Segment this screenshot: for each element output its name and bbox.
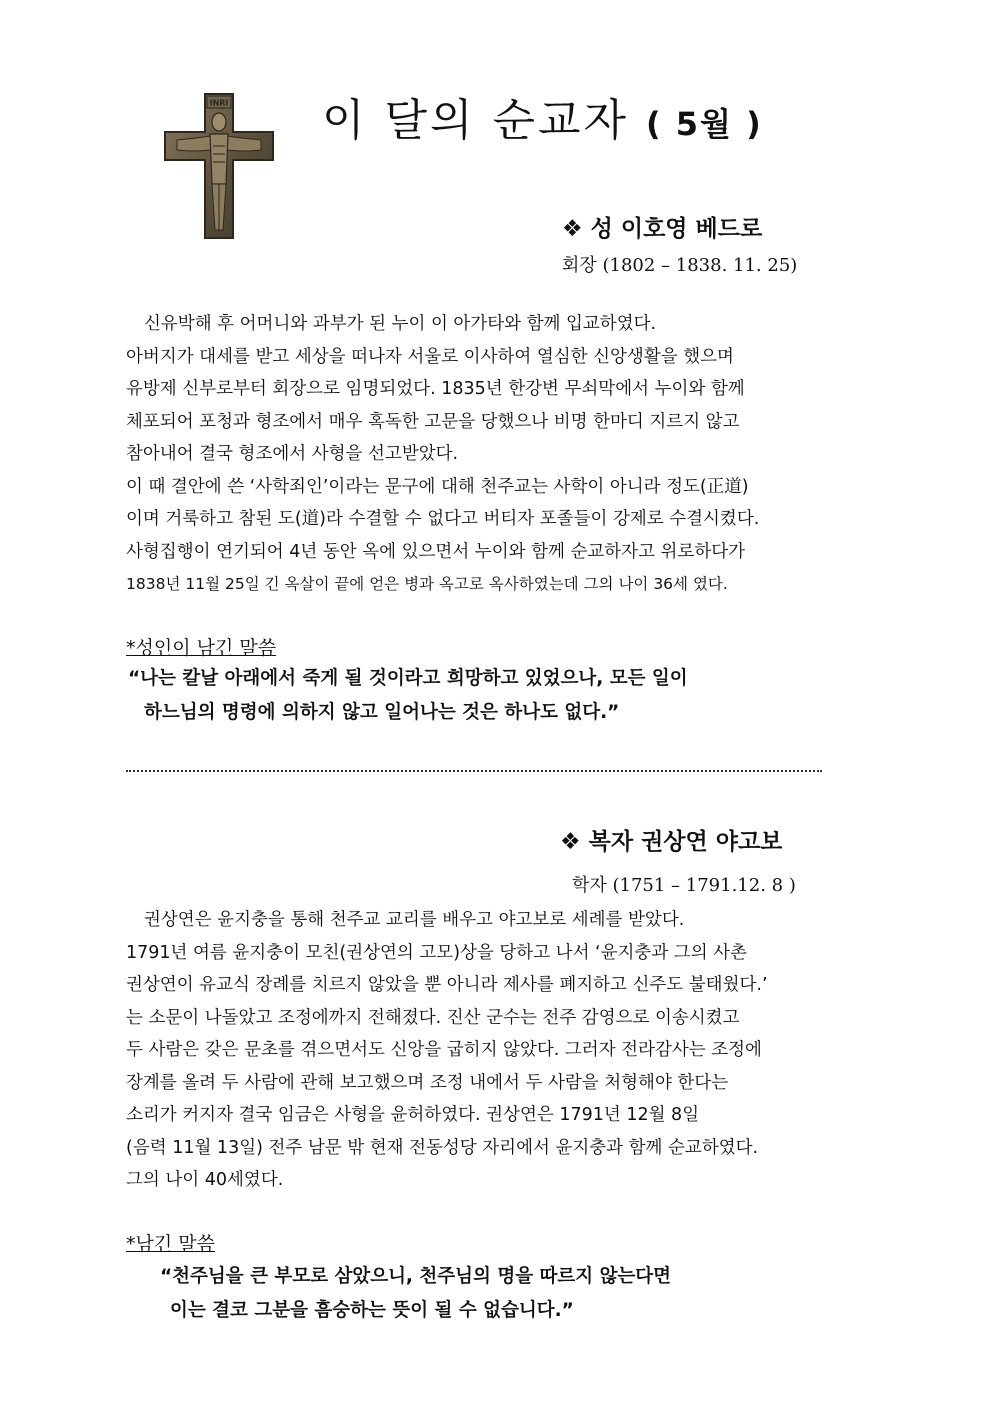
saint1-line: 사형집행이 연기되어 4년 동안 옥에 있으면서 누이와 함께 순교하자고 위로하다가 (126, 541, 746, 562)
page-title (322, 84, 763, 148)
saint2-subline: 학자 (1751 – 1791.12. 8 ) (572, 875, 796, 896)
page-title-main: 이 달의 순교자 (322, 95, 629, 146)
saint1-subline: 회장 (1802 – 1838. 11. 25) (562, 255, 798, 276)
saint2-heading: ❖ 복자 권상연 야고보 (560, 829, 783, 855)
saint1-line: 참아내어 결국 형조에서 사형을 선고받았다. (126, 444, 459, 464)
saint2-line: 권상연이 유교식 장례를 치르지 않았을 뿐 아니라 제사를 폐지하고 신주도 불태웠다.’ (126, 975, 768, 995)
saint1-heading: ❖ 성 이호영 베드로 (562, 216, 763, 242)
page-title-month: ( 5월 ) (646, 105, 763, 143)
saint2-line: (음력 11월 13일) 전주 남문 밖 현재 전동성당 자리에서 윤지충과 함께 순교하였다. (126, 1137, 759, 1158)
saint1-line: 이며 거룩하고 참된 도(道)라 수결할 수 없다고 버티자 포졸들이 강제로 수결시켰다. (126, 509, 760, 529)
saint2-line: 장계를 올려 두 사람에 관해 보고했으며 조정 내에서 두 사람을 처형해야 한다는 (126, 1072, 729, 1093)
saint1-line: 체포되어 포청과 형조에서 매우 혹독한 고문을 당했으나 비명 한마디 지르지 않고 (126, 411, 740, 432)
svg-text:INRI: INRI (209, 98, 229, 108)
saint2-quote-label: *남긴 말씀 (126, 1233, 215, 1255)
saint1-quote-line: “나는 칼날 아래에서 죽게 될 것이라고 희망하고 있었으나, 모든 일이 (128, 668, 688, 689)
saint2-line: 소리가 커지자 결국 임금은 사형을 윤허하였다. 권상연은 1791년 12월 8일 (126, 1105, 700, 1125)
saint1-line: 1838년 11월 25일 긴 옥살이 끝에 얻은 병과 옥고로 옥사하였는데 그의 나이 36세 였다. (126, 575, 728, 593)
saint1-line: 이 때 결안에 쓴 ‘사학죄인’이라는 문구에 대해 천주교는 사학이 아니라 정도(正道) (126, 476, 749, 497)
saint2-line: 는 소문이 나돌았고 조정에까지 전해졌다. 진산 군수는 전주 감영으로 이송시켰고 (126, 1007, 740, 1028)
saint2-biography (126, 904, 768, 1197)
saint1-biography (126, 308, 759, 601)
saint2-line: 그의 나이 40세였다. (126, 1170, 284, 1190)
saint1-quote (128, 662, 688, 730)
saint2-quote (160, 1260, 671, 1328)
saint1-line: 신유박해 후 어머니와 과부가 된 누이 이 아가타와 함께 입교하였다. (144, 314, 657, 334)
saint1-quote-line: 하느님의 명령에 의하지 않고 일어나는 것은 하나도 없다.” (144, 702, 620, 723)
saint1-line: 아버지가 대세를 받고 세상을 떠나자 서울로 이사하여 열심한 신앙생활을 했으며 (126, 346, 734, 367)
section-divider (126, 770, 822, 772)
saint2-line: 1791년 여름 윤지충이 모친(권상연의 고모)상을 당하고 나서 ‘윤지충과 그의 사촌 (126, 942, 747, 963)
saint2-line: 권상연은 윤지충을 통해 천주교 교리를 배우고 야고보로 세례를 받았다. (144, 910, 685, 930)
saint2-quote-line: 이는 결코 그분을 흠숭하는 뜻이 될 수 없습니다.” (170, 1300, 574, 1321)
crucifix-icon (163, 92, 275, 240)
saint2-quote-line: “천주님을 큰 부모로 삼았으니, 천주님의 명을 따르지 않는다면 (160, 1266, 672, 1287)
saint1-line: 유방제 신부로부터 회장으로 임명되었다. 1835년 한강변 무쇠막에서 누이와 함께 (126, 379, 745, 399)
saint1-quote-label: *성인이 남긴 말씀 (126, 637, 277, 659)
saint2-line: 두 사람은 갖은 문초를 겪으면서도 신앙을 굽히지 않았다. 그러자 전라감사는 조정에 (126, 1040, 762, 1060)
